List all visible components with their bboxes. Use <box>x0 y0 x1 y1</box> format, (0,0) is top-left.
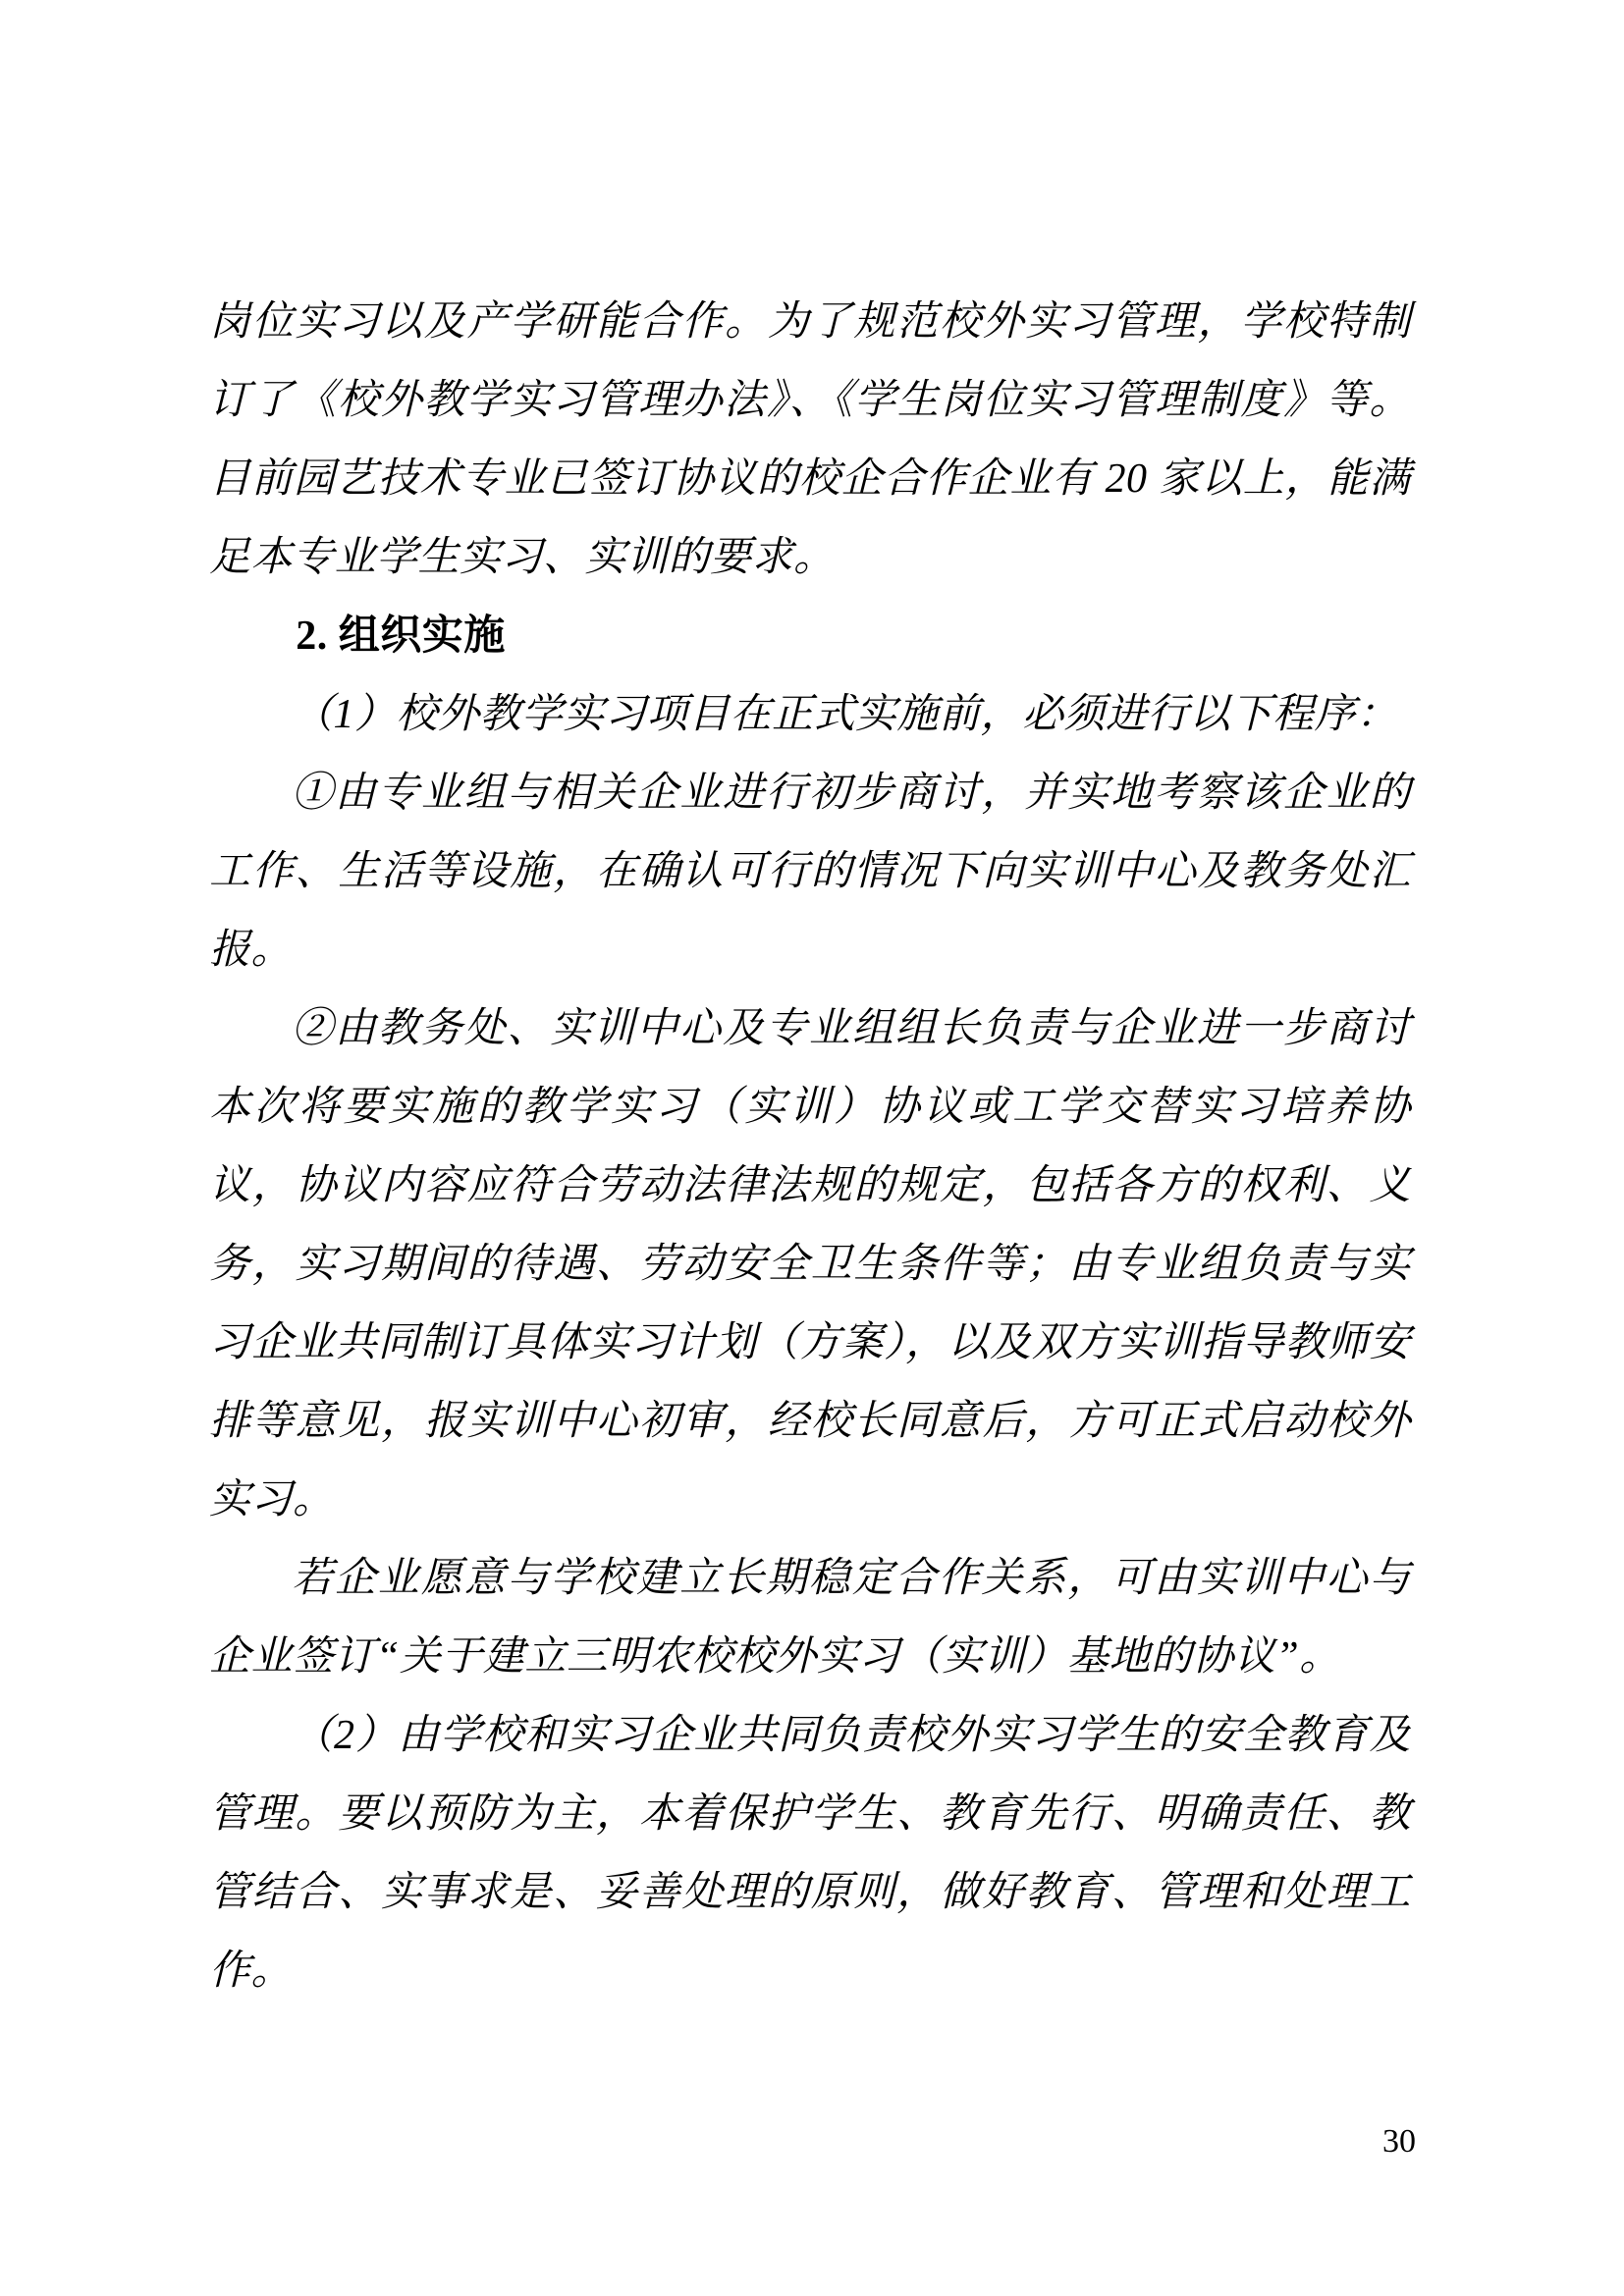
paragraph-cooperation-agreement: 若企业愿意与学校建立长期稳定合作关系，可由实训中心与企业签订“关于建立三明农校校外实习（实训）基地的协议”。 <box>209 1556 1411 1680</box>
paragraph-item-1: （1）校外教学实习项目在正式实施前，必须进行以下程序： <box>292 692 1398 737</box>
page-number: 30 <box>1382 2123 1416 2160</box>
paragraph-item-circled-2: ②由教务处、实训中心及专业组组长负责与企业进一步商讨本次将要实施的教学实习（实训）协议或工学交替实习培养协议，协议内容应符合劳动法律法规的规定，包括各方的权利、义务，实习期间的待遇、劳动安全卫生条件等；由专业组负责与实习企业共同制订具体实习计划（方案），以及双方实训指导教师安排等意见，报实训中心初审，经校长同意后，方可正式启动校外实习。 <box>209 1006 1411 1522</box>
paragraph-item-2: （2）由学校和实习企业共同负责校外实习学生的安全教育及管理。要以预防为主，本着保护学生、教育先行、明确责任、教管结合、实事求是、妥善处理的原则，做好教育、管理和处理工作。 <box>209 1713 1411 1994</box>
paragraph-item-circled-1: ①由专业组与相关企业进行初步商讨，并实地考察该企业的工作、生活等设施，在确认可行的情况下向实训中心及教务处汇报。 <box>209 771 1411 973</box>
paragraph-continuation: 岗位实习以及产学研能合作。为了规范校外实习管理，学校特制订了《校外教学实习管理办法》、《学生岗位实习管理制度》等。目前园艺技术专业已签订协议的校企合作企业有 20 家以上，能满足本专业学生实习、实训的要求。 <box>209 299 1411 580</box>
document-body <box>209 283 1411 2010</box>
section-heading-organize-implement: 2. 组织实施 <box>296 614 506 659</box>
